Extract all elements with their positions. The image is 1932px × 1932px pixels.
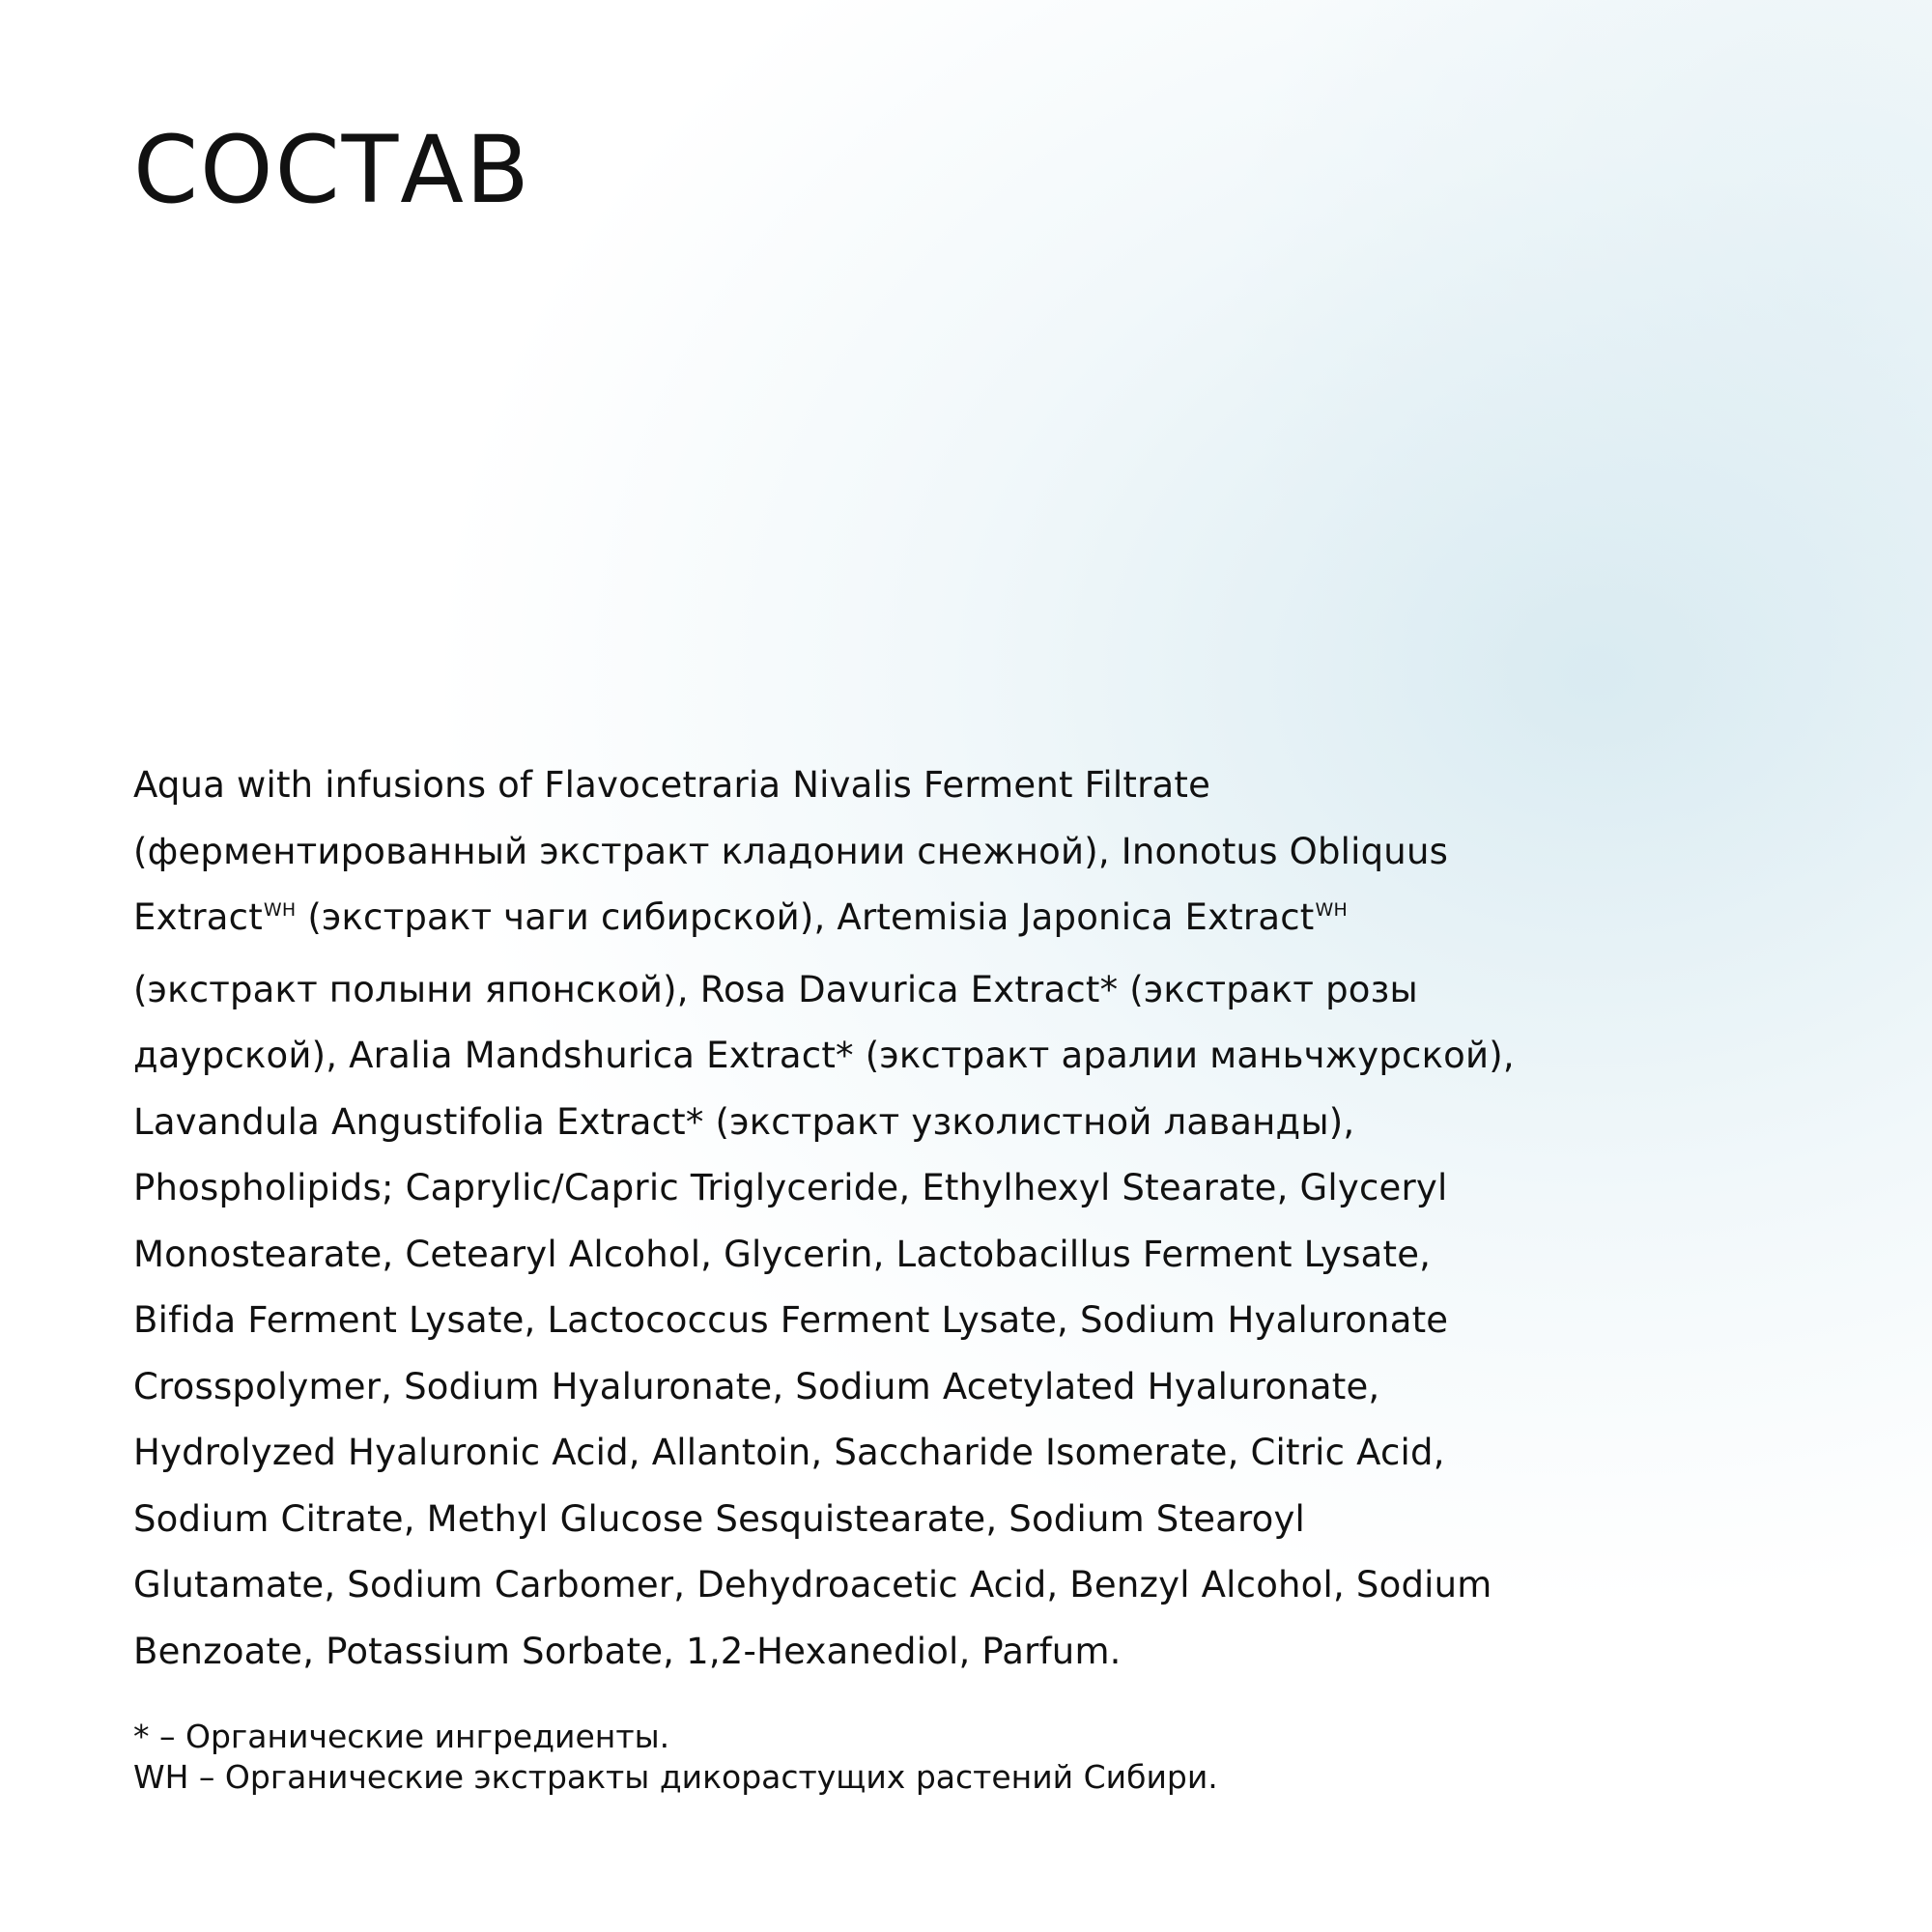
ingredients-text: Lavandula Angustifolia Extract* (экстракт узколистной лаванды), [133,1100,1355,1143]
wh-superscript: WH [263,899,297,921]
ingredients-line [133,1354,1795,1421]
ingredients-text: Extract [133,896,263,938]
ingredients-line [133,1487,1795,1553]
footnote-organic: * – Органические ингредиенты. [133,1718,670,1755]
ingredients-text: (экстракт полыни японской), Rosa Davurica Extract* (экстракт розы [133,968,1418,1010]
wh-superscript: WH [1315,899,1348,921]
ingredients-line [133,1420,1795,1487]
ingredients-text: Phospholipids; Caprylic/Capric Triglyceride, Ethylhexyl Stearate, Glyceryl [133,1167,1448,1208]
ingredients-line [133,1023,1795,1090]
ingredients-text: (ферментированный экстракт кладонии снежной), Inonotus Obliquus [133,830,1449,872]
ingredients-text: Bifida Ferment Lysate, Lactococcus Ferment Lysate, Sodium Hyaluronate [133,1299,1449,1341]
footnote-wild-harvested: WH – Органические экстракты дикорастущих растений Сибири. [133,1758,1218,1796]
ingredients-line [133,1288,1795,1354]
footnotes [133,1717,1218,1798]
ingredients-text: Crosspolymer, Sodium Hyaluronate, Sodium Acetylated Hyaluronate, [133,1365,1380,1407]
ingredients-text: Sodium Citrate, Methyl Glucose Sesquistearate, Sodium Stearoyl [133,1497,1306,1540]
ingredients-text: (экстракт чаги сибирской), Artemisia Japonica Extract [296,896,1315,938]
ingredients-line [133,753,1795,819]
ingredients-line [133,1552,1795,1619]
page-title: СОСТАВ [133,116,531,224]
ingredients-text: даурской), Aralia Mandshurica Extract* (экстракт аралии маньчжурской), [133,1035,1515,1076]
ingredients-line [133,1619,1795,1686]
ingredients-text: Hydrolyzed Hyaluronic Acid, Allantoin, Saccharide Isomerate, Citric Acid, [133,1432,1445,1473]
ingredients-text: Glutamate, Sodium Carbomer, Dehydroacetic Acid, Benzyl Alcohol, Sodium [133,1564,1492,1605]
ingredients-line [133,885,1795,957]
ingredients-text: Benzoate, Potassium Sorbate, 1,2-Hexanediol, Parfum. [133,1630,1122,1672]
ingredients-line [133,819,1795,886]
ingredients-text: Monostearate, Cetearyl Alcohol, Glycerin, Lactobacillus Ferment Lysate, [133,1233,1432,1275]
ingredients-list [133,753,1795,1685]
ingredients-text: Aqua with infusions of Flavocetraria Nivalis Ferment Filtrate [133,764,1211,806]
ingredients-line [133,1090,1795,1156]
ingredients-line [133,1222,1795,1289]
ingredients-line [133,1155,1795,1222]
ingredients-line [133,957,1795,1024]
